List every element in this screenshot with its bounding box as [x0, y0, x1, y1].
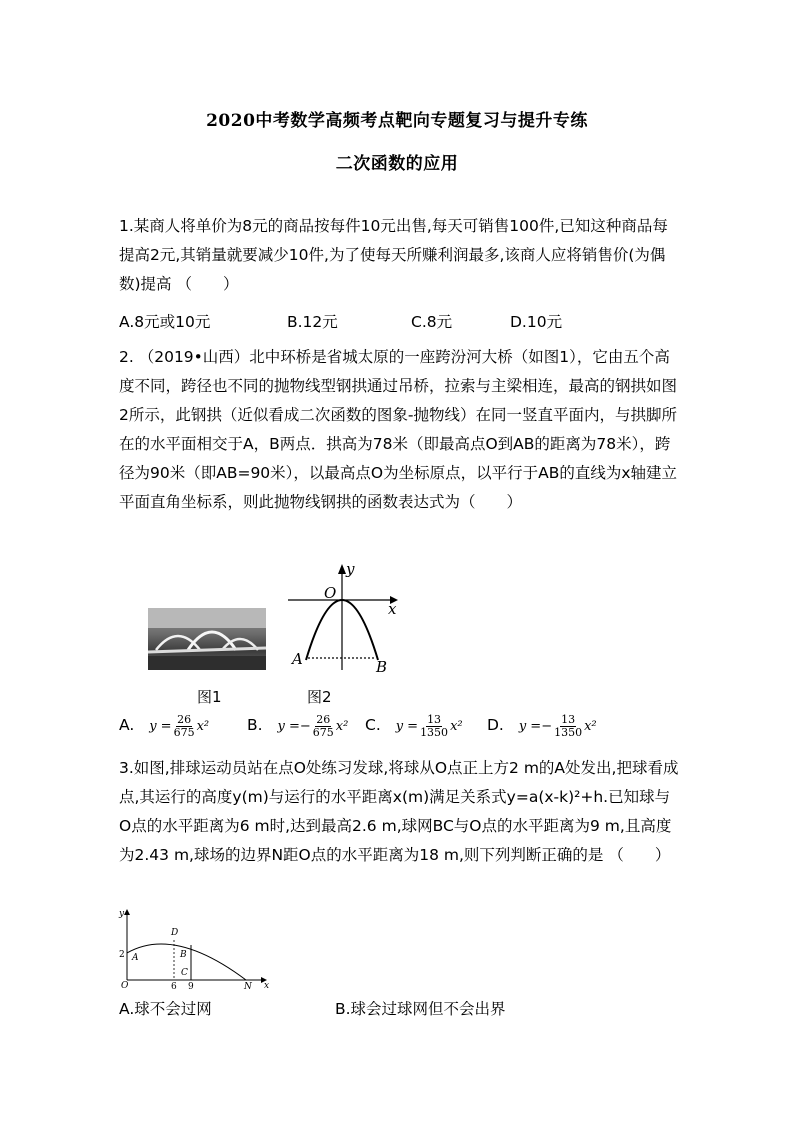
volleyball-trajectory-figure	[116, 904, 276, 990]
q2-option-d	[487, 714, 597, 739]
question-1-options	[119, 310, 679, 332]
q3-origin-label: O	[121, 981, 129, 990]
y-axis-label: y	[346, 560, 355, 578]
question-1-text: 1.某商人将单价为8元的商品按每件10元出售,每天可销售100件,已知这种商品每提高2元,其销量就要减少10件,为了使每天所赚利润最多,该商人应将销售价(为偶数)提高 （ ）	[119, 217, 668, 293]
page-title: 2020中考数学高频考点靶向专题复习与提升专练	[206, 111, 588, 131]
q1-option-a: A.8元或10元	[119, 313, 211, 331]
q3-y-axis-arrow	[124, 909, 130, 915]
q3-point-a-label: A	[132, 953, 139, 963]
q2-b-lhs: y =	[277, 719, 300, 734]
q2-option-a	[119, 714, 209, 739]
q2-option-b-formula	[278, 714, 349, 739]
bridge-photo	[148, 608, 266, 670]
q2-d-var: x²	[584, 719, 597, 734]
q3-point-b-label: B	[180, 950, 187, 960]
q2-a-fraction	[174, 714, 195, 739]
q3-tick-9: 9	[188, 982, 194, 990]
q2-c-fraction	[420, 714, 448, 739]
q2-option-d-letter: D.	[487, 716, 504, 734]
q2-d-lhs: y =	[518, 719, 542, 734]
question-3-text: 3.如图,排球运动员站在点O处练习发球,将球从O点正上方2 m的A处发出,把球看成点,其运行的高度y(m)与运行的水平距离x(m)满足关系式y=a(x-k)²+h.已知球与O点的水平距离为6 m时,达到最高2.6 m,球网BC与O点的水平距离为9 m,且高度为2.43 m,球场的边界N距O点的水平距离为18 m,则下列判断正确的是 （ ）	[119, 759, 679, 864]
q2-c-lhs: y =	[395, 719, 419, 734]
q2-option-c-letter: C.	[365, 716, 381, 734]
q2-option-c-formula	[396, 714, 463, 739]
q3-option-b: B.球会过球网但不会出界	[335, 1000, 506, 1018]
q3-tick-6: 6	[171, 982, 177, 990]
q2-c-var: x²	[450, 719, 463, 734]
q3-point-c-label: C	[181, 968, 188, 978]
q2-b-sign: −	[299, 719, 311, 734]
q3-option-a: A.球不会过网	[119, 1000, 212, 1018]
q2-option-a-letter: A.	[119, 716, 135, 734]
q2-c-den: 1350	[420, 726, 449, 739]
point-a-label: A	[292, 650, 303, 668]
q2-option-b	[247, 714, 348, 739]
q2-c-num: 13	[427, 713, 442, 726]
q2-a-var: x²	[196, 719, 210, 734]
q3-y-label: y	[119, 909, 125, 919]
x-axis-label: x	[388, 600, 397, 618]
y-axis-arrow	[338, 564, 346, 574]
q2-d-sign: −	[541, 719, 553, 734]
q2-option-d-formula	[519, 714, 597, 739]
q2-a-num: 26	[177, 713, 192, 726]
q1-option-d: D.10元	[510, 313, 563, 331]
page-subtitle: 二次函数的应用	[335, 154, 459, 174]
question-2-options	[119, 714, 679, 748]
figure-1-caption: 图1	[197, 688, 222, 706]
parabola-figure-2	[286, 560, 404, 678]
question-2-text: 2. （2019•山西）北中环桥是省城太原的一座跨汾河大桥（如图1），它由五个高度不同，跨径也不同的抛物线型钢拱通过吊桥，拉索与主梁相连，最高的钢拱如图2所示，此钢拱（近似看成二次函数的图象-抛物线）在同一竖直平面内，与拱脚所在的水平面相交于A，B两点．拱高为78米（即最高点O到AB的距离为78米），跨径为90米（即AB=90米），以最高点O为坐标原点，以平行于AB的直线为x轴建立平面直角坐标系，则此抛物线钢拱的函数表达式为（ ）	[119, 348, 678, 511]
bridge-photo-drawing	[148, 608, 266, 670]
q1-option-c: C.8元	[411, 313, 453, 331]
q2-d-fraction	[554, 714, 582, 739]
q1-option-b: B.12元	[287, 313, 338, 331]
q2-d-den: 1350	[554, 726, 583, 739]
q2-a-lhs: y =	[149, 719, 172, 734]
q3-height-2-label: 2	[119, 950, 125, 960]
q2-a-den: 675	[173, 726, 195, 739]
q2-b-fraction	[313, 714, 334, 739]
question-3-options	[119, 997, 679, 1019]
q2-b-num: 26	[316, 713, 331, 726]
origin-label: O	[324, 584, 337, 602]
q3-point-d-label: D	[171, 928, 179, 938]
figure-2-caption: 图2	[307, 688, 332, 706]
q3-x-label: x	[264, 981, 270, 990]
point-b-label: B	[376, 658, 388, 676]
q2-b-den: 675	[312, 726, 334, 739]
q2-option-b-letter: B.	[247, 716, 263, 734]
q2-option-a-formula	[149, 714, 209, 739]
q2-d-num: 13	[561, 713, 576, 726]
q2-b-var: x²	[335, 719, 349, 734]
q2-option-c	[365, 714, 463, 739]
q3-point-n-label: N	[244, 982, 252, 990]
